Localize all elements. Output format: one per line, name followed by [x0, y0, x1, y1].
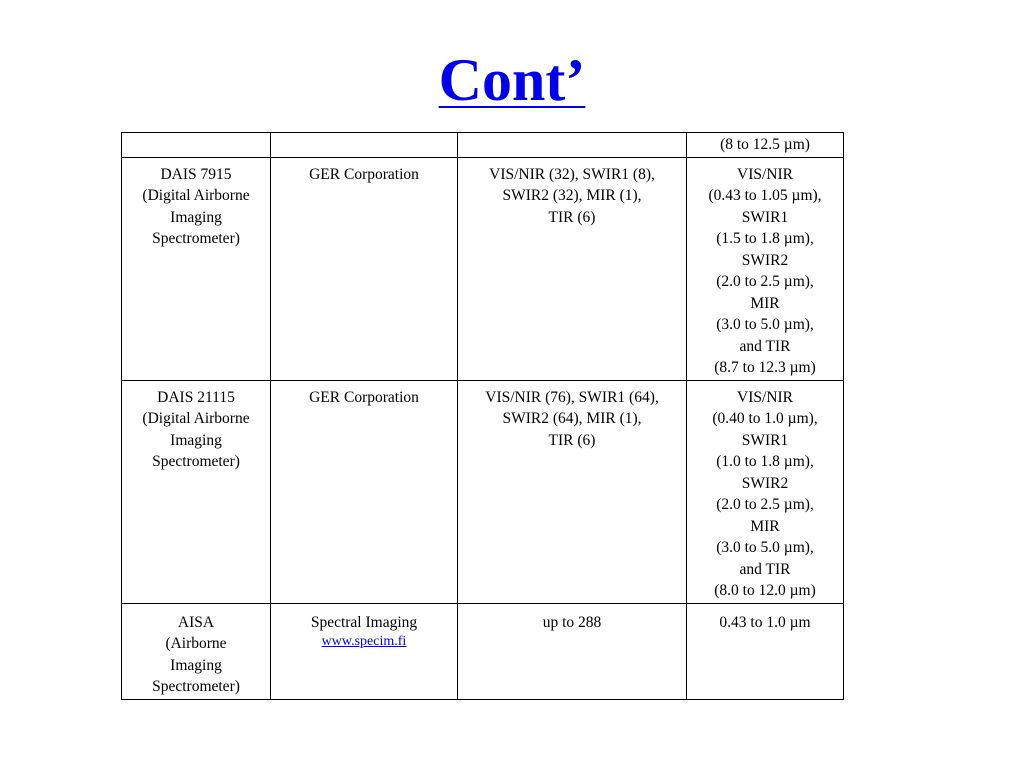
cell-line: TIR (6) [548, 431, 596, 449]
slide-title [0, 44, 1024, 116]
ranges-cell [687, 603, 844, 699]
cell-line: (Airborne [165, 635, 227, 652]
cell-line: SWIR2 (64), MIR (1), [502, 410, 642, 427]
ranges-cell [687, 157, 844, 380]
cell-line: SWIR2 (32), MIR (1), [502, 187, 642, 204]
cell-line: VIS/NIR [737, 388, 793, 406]
ranges-cell [687, 380, 844, 603]
sensor-cell [122, 603, 271, 699]
cell-line: AISA [177, 613, 215, 631]
cell-line: VIS/NIR (32), SWIR1 (8), [489, 165, 655, 183]
cell-line: (8.7 to 12.3 µm) [714, 359, 816, 376]
cell-line: DAIS 21115 [157, 388, 235, 406]
company-cell [271, 603, 458, 699]
cell-line: DAIS 7915 [160, 165, 232, 183]
cell-line: Spectrometer) [152, 230, 240, 247]
slide-title-link[interactable]: Cont’ [438, 47, 586, 113]
cell-line: Imaging [170, 656, 222, 674]
cell-line: (Digital Airborne [142, 410, 250, 427]
table-row-aisa [122, 603, 844, 699]
cell-line: (8 to 12.5 µm) [720, 136, 810, 153]
company-cell [271, 380, 458, 603]
company-cell [271, 157, 458, 380]
table-row-continued [122, 133, 844, 158]
cell-line: SWIR1 [741, 431, 789, 449]
cell-line: SWIR2 [741, 474, 789, 492]
cell-line: Imaging [170, 208, 222, 226]
cell-line: (1.5 to 1.8 µm), [716, 230, 814, 247]
cell-line: SWIR1 [741, 208, 789, 226]
cell-line: VIS/NIR (76), SWIR1 (64), [485, 388, 659, 406]
company-cell [271, 133, 458, 158]
cell-line: (3.0 to 5.0 µm), [716, 316, 814, 333]
company-lines [274, 612, 454, 634]
sensor-cell [122, 157, 271, 380]
ranges-cell [687, 133, 844, 158]
table-row-dais-21115 [122, 380, 844, 603]
cell-line: (0.43 to 1.05 µm), [708, 187, 822, 204]
bands-cell [458, 603, 687, 699]
cell-line: Spectral Imaging [310, 613, 418, 631]
cell-line: 0.43 to 1.0 µm [719, 613, 811, 631]
cell-line: (2.0 to 2.5 µm), [716, 273, 814, 290]
cell-line: (Digital Airborne [142, 187, 250, 204]
cell-line: TIR (6) [548, 208, 596, 226]
cell-line: VIS/NIR [737, 165, 793, 183]
cell-line: up to 288 [542, 613, 602, 631]
cell-line: Spectrometer) [152, 453, 240, 470]
cell-line: and TIR [739, 560, 791, 578]
cell-line: MIR [750, 294, 780, 312]
bands-cell [458, 380, 687, 603]
bands-cell [458, 157, 687, 380]
table-row-dais-7915 [122, 157, 844, 380]
cell-line: MIR [750, 517, 780, 535]
cell-line: Imaging [170, 431, 222, 449]
company-website-link[interactable]: www.specim.fi [321, 634, 407, 649]
cell-line: (2.0 to 2.5 µm), [716, 496, 814, 513]
cell-line: Spectrometer) [152, 678, 240, 695]
cell-line: (1.0 to 1.8 µm), [716, 453, 814, 470]
cell-line: (0.40 to 1.0 µm), [712, 410, 818, 427]
cell-line: GER Corporation [309, 165, 419, 183]
cell-line: SWIR2 [741, 251, 789, 269]
spectrometer-table [121, 132, 844, 700]
sensor-cell [122, 133, 271, 158]
sensor-cell [122, 380, 271, 603]
bands-cell [458, 133, 687, 158]
cell-line: (8.0 to 12.0 µm) [714, 582, 816, 599]
cell-line: GER Corporation [309, 388, 419, 406]
cell-line: (3.0 to 5.0 µm), [716, 539, 814, 556]
cell-line: and TIR [739, 337, 791, 355]
